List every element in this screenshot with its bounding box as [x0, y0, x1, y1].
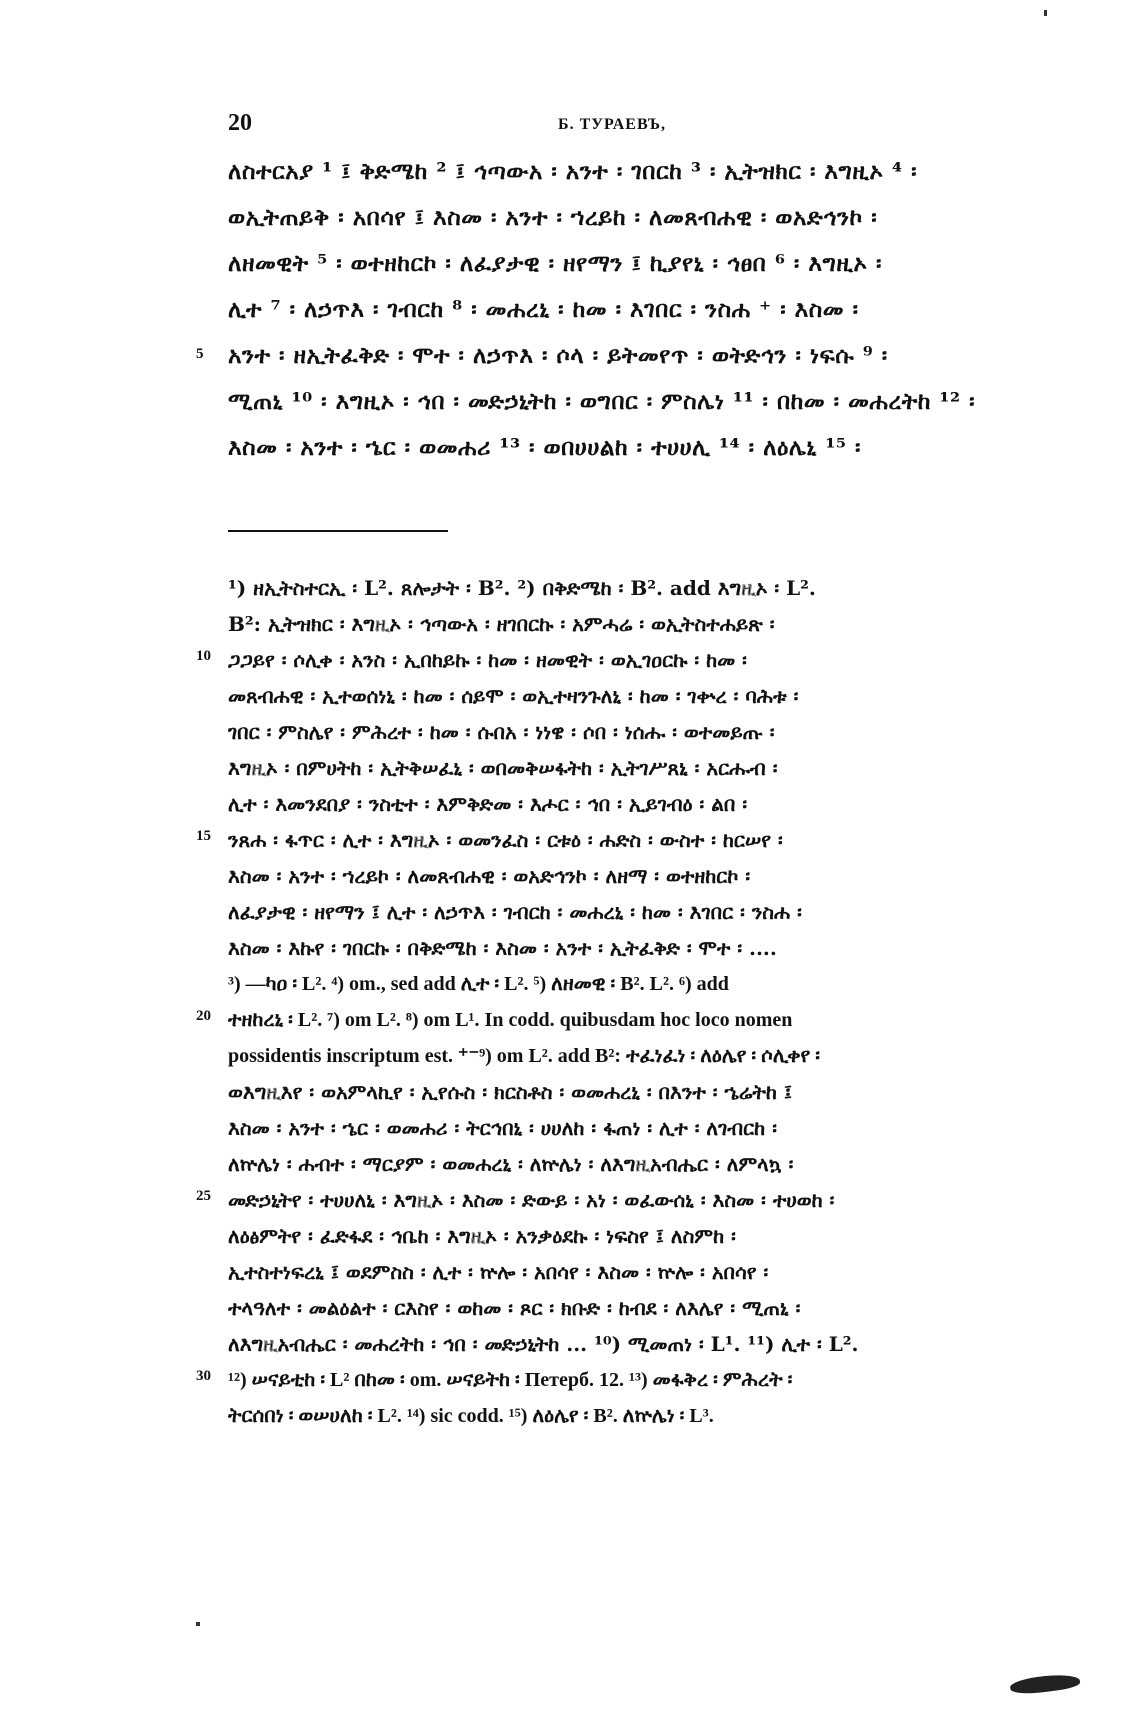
note-line: ¹) ዘኢትስተርኢ ፡ L². ጸሎታት ፡ B². ²) በቅድሜከ ፡ B². add እግዚኦ ፡ L².	[228, 576, 816, 600]
note-line: ሊተ ፡ እመንደበያ ፡ ንስቲተ ፡ እምቅድመ ፡ እሖር ፡ ኅበ ፡ ኢይገብዕ ፡ ልበ ፡	[228, 792, 748, 816]
line-number: 10	[196, 648, 211, 664]
main-line: አንተ ፡ ዘኢትፈቅድ ፡ ሞተ ፡ ለኃጥእ ፡ ሶላ ፡ ይትመየጥ ፡ ወትድኅን ፡ ነፍሱ ⁹ ፡	[228, 342, 888, 369]
note-line: እስመ ፡ አንተ ፡ ኄር ፡ ወመሐሪ ፡ ትርኅበኒ ፡ ሀሀለከ ፡ ፋጠነ ፡ ሊተ ፡ ለገብርከ ፡	[228, 1116, 777, 1140]
note-line: ተዘከረኒ ፡ L². ⁷) om L². ⁸) om L¹. In codd. quibusdam hoc loco nomen	[228, 1009, 793, 1031]
note-line: ¹²) ሠናይቲከ ፡ L² በከመ ፡ om. ሠናይትከ ፡ Петерб. 12. ¹³) መፋቅረ ፡ ምሕረት ፡	[228, 1369, 793, 1391]
note-line: ንጸሐ ፡ ፋጥር ፡ ሊተ ፡ እግዚኦ ፡ ወመንፈስ ፡ ርቱዕ ፡ ሐድስ ፡ ውስተ ፡ ከርሠየ ፡	[228, 828, 783, 852]
main-line: እስመ ፡ አንተ ፡ ኄር ፡ ወመሐሪ ¹³ ፡ ወበሀሀልከ ፡ ተሀሀሊ ¹⁴ ፡ ለዕሌኒ ¹⁵ ፡	[228, 434, 861, 461]
note-line: ወእግዚእየ ፡ ወአምላኪየ ፡ ኢየሱስ ፡ ክርስቶስ ፡ ወመሐረኒ ፡ በእንተ ፡ ኄሬትከ ፤	[228, 1080, 793, 1104]
note-line: እስመ ፡ አንተ ፡ ኀረይኮ ፡ ለመጸብሐዊ ፡ ወአድኅንኮ ፡ ለዘማ ፡ ወተዘከርኮ ፡	[228, 864, 751, 888]
line-number: 30	[196, 1368, 211, 1384]
note-line: ገበር ፡ ምስሌየ ፡ ምሕረተ ፡ ከመ ፡ ሱበአ ፡ ነነዌ ፡ ሶበ ፡ ነሰሑ ፡ ወተመይጡ ፡	[228, 720, 775, 744]
main-line: ለዘመዊት ⁵ ፡ ወተዘከርኮ ፡ ለፈያታዊ ፡ ዘየማን ፤ ኪያየኒ ፡ ኅፀበ ⁶ ፡ እግዚኦ ፡	[228, 250, 882, 277]
footnote-divider	[228, 530, 448, 532]
note-line: B²: ኢትዝክር ፡ እግዚኦ ፡ ኅጣውአ ፡ ዘገበርኩ ፡ አምሓሬ ፡ ወኢትስተሐይጽ ፡	[228, 612, 775, 636]
note-line: ጋጋይየ ፡ ሶሊቀ ፡ አንስ ፡ ኢበከይኩ ፡ ከመ ፡ ዘመዊት ፡ ወኢገዐርኩ ፡ ከመ ፡	[228, 648, 747, 672]
note-line: እግዚኦ ፡ በምሀትከ ፡ ኢትቅሠፈኒ ፡ ወበመቅሠፋትከ ፡ ኢትገሥጸኒ ፡ አርሑብ ፡	[228, 756, 778, 780]
print-speck	[1044, 10, 1047, 16]
page-number: 20	[228, 110, 252, 136]
note-line: እስመ ፡ እኩየ ፡ ገበርኩ ፡ በቅድሜከ ፡ እስመ ፡ አንተ ፡ ኢትፈቅድ ፡ ሞተ ፡ ....	[228, 936, 777, 960]
note-line: ለፈያታዊ ፡ ዘየማን ፤ ሊተ ፡ ለኃጥእ ፡ ገብርከ ፡ መሐረኒ ፡ ከመ ፡ እገበር ፡ ንስሐ ፡	[228, 900, 802, 924]
note-line: ኢተስተነፍረኒ ፤ ወደምስስ ፡ ሊተ ፡ ኵሎ ፡ አበሳየ ፡ እስመ ፡ ኵሎ ፡ አበሳየ ፡	[228, 1260, 769, 1284]
main-line: ወኢትጠይቅ ፡ አበሳየ ፤ እስመ ፡ አንተ ፡ ኀረይከ ፡ ለመጸብሐዊ ፡ ወአድኅንኮ ፡	[228, 204, 878, 231]
note-line: መድኃኒትየ ፡ ተሀሀለኒ ፡ እግዚኦ ፡ እስመ ፡ ድውይ ፡ አነ ፡ ወፈውሰኒ ፡ እስመ ፡ ተሀወከ ፡	[228, 1188, 835, 1212]
note-line: መጸብሐዊ ፡ ኢተወሰነኒ ፡ ከመ ፡ ሰይሞ ፡ ወኢተዛንጉለኒ ፡ ከመ ፡ ገቍረ ፡ ባሕቱ ፡	[228, 684, 799, 708]
running-head: Б. ТУРАЕВЪ,	[558, 116, 667, 133]
main-line: ሚጠኒ ¹⁰ ፡ እግዚኦ ፡ ኅበ ፡ መድኃኒትከ ፡ ወግበር ፡ ምስሌነ ¹¹ ፡ በከመ ፡ መሐረትከ ¹² ፡	[228, 388, 976, 415]
line-number: 25	[196, 1188, 211, 1204]
print-speck	[196, 1622, 200, 1626]
note-line: possidentis inscriptum est. ⁺⁻⁹) om L². add B²: ተፈነፈነ ፡ ለዕሌየ ፡ ሶሊቀየ ፡	[228, 1045, 820, 1067]
note-line: ለኵሌነ ፡ ሐብተ ፡ ማርያም ፡ ወመሐረኒ ፡ ለኵሌነ ፡ ለእግዚአብሔር ፡ ለምላኳ ፡	[228, 1152, 794, 1176]
main-line: ሊተ ⁷ ፡ ለኃጥእ ፡ ገብርከ ⁸ ፡ መሐረኒ ፡ ከመ ፡ እገበር ፡ ንስሐ ⁺ ፡ እስመ ፡	[228, 296, 859, 323]
page-header	[228, 110, 1000, 150]
note-line: ለእግዚአብሔር ፡ መሐረትከ ፡ ኅበ ፡ መድኃኒትከ ... ¹⁰) ሚመጠነ ፡ L¹. ¹¹) ሊተ ፡ L².	[228, 1332, 859, 1356]
main-line: ለስተርአያ ¹ ፤ ቅድሜከ ² ፤ ኅጣውአ ፡ አንተ ፡ ገበርከ ³ ፡ ኢትዝክር ፡ እግዚኦ ⁴ ፡	[228, 158, 918, 185]
note-line: ተላዓለተ ፡ መልዕልተ ፡ ርእስየ ፡ ወከመ ፡ ጾር ፡ ክቡድ ፡ ከብደ ፡ ለእሌየ ፡ ሚጠኒ ፡	[228, 1296, 801, 1320]
note-line: ትርሰበነ ፡ ወሠሀለከ ፡ L². ¹⁴) sic codd. ¹⁵) ለዕሌየ ፡ B². ለኵሌነ ፡ L³.	[228, 1405, 714, 1427]
line-number: 15	[196, 828, 211, 844]
note-line: ³) —ካዐ ፡ L². ⁴) om., sed add ሊተ ፡ L². ⁵) ለዘመዊ ፡ B². L². ⁶) add	[228, 973, 729, 995]
line-number: 5	[196, 346, 204, 362]
note-line: ለዕፅምትየ ፡ ፈድፋደ ፡ ኅቤከ ፡ እግዚኦ ፡ አንቃዕደኩ ፡ ነፍስየ ፤ ለስምከ ፡	[228, 1224, 736, 1248]
line-number: 20	[196, 1008, 211, 1024]
scan-smudge	[1009, 1671, 1081, 1697]
